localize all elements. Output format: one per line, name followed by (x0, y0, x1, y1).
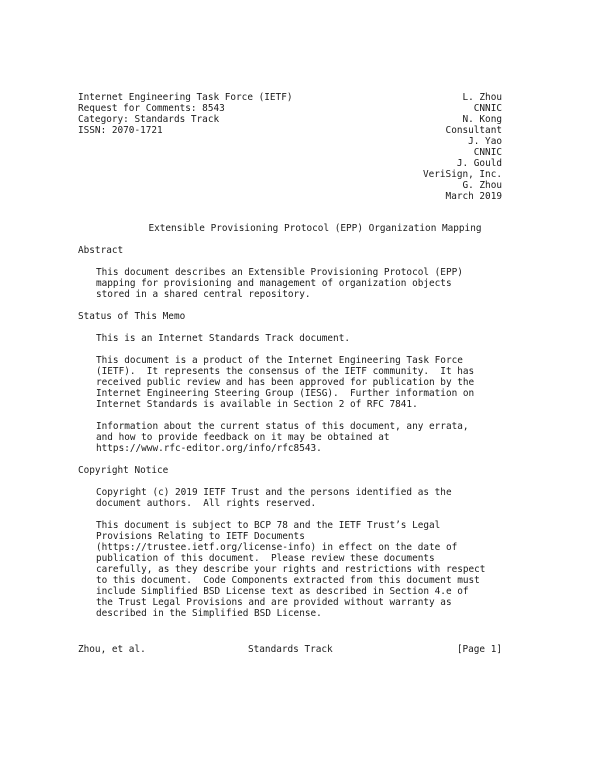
header-right-line: J. Gould (456, 158, 502, 169)
abstract-line: This document describes an Extensible Provisioning Protocol (EPP) (96, 267, 463, 278)
abstract-line: mapping for provisioning and management of organization objects (96, 278, 452, 289)
copyright-heading: Copyright Notice (78, 465, 169, 476)
status-p3-line: and how to provide feedback on it may be obtained at (96, 432, 390, 443)
header-right-line: VeriSign, Inc. (422, 169, 502, 180)
copyright-p2-line: carefully, as they describe your rights and restrictions with respect (96, 564, 486, 575)
status-p2-line: Internet Standards is available in Section 2 of RFC 7841. (96, 399, 418, 410)
header-left-line: Category: Standards Track (78, 114, 220, 125)
copyright-p2-line: include Simplified BSD License text as described in Section 4.e of (96, 586, 469, 597)
header-left-line: ISSN: 2070-1721 (78, 125, 163, 136)
copyright-p2-line: Provisions Relating to IETF Documents (96, 531, 305, 542)
header-right-line: CNNIC (473, 103, 502, 114)
copyright-p1-line: document authors. All rights reserved. (96, 498, 317, 509)
footer-authors: Zhou, et al. (78, 644, 146, 655)
header-right-line: CNNIC (473, 147, 502, 158)
copyright-p2-line: This document is subject to BCP 78 and the IETF Trust’s Legal (96, 520, 441, 531)
footer-category: Standards Track (248, 644, 333, 655)
status-p2-line: received public review and has been approved for publication by the (96, 377, 475, 388)
header-right-line: N. Kong (462, 114, 502, 125)
abstract-line: stored in a shared central repository. (96, 289, 311, 300)
header-right-line: L. Zhou (462, 92, 502, 103)
copyright-p2-line: (https://trustee.ietf.org/license-info) in effect on the date of (96, 542, 458, 553)
status-p2-line: (IETF). It represents the consensus of the IETF community. It has (96, 366, 475, 377)
copyright-p2-line: the Trust Legal Provisions and are provided without warranty as (96, 597, 452, 608)
status-p1-line: This is an Internet Standards Track document. (96, 333, 350, 344)
header-right-line: Consultant (445, 125, 502, 136)
status-p2-line: This document is a product of the Internet Engineering Task Force (96, 355, 463, 366)
copyright-p2-line: to this document. Code Components extracted from this document must (96, 575, 480, 586)
status-p3-line: https://www.rfc-editor.org/info/rfc8543. (96, 443, 322, 454)
status-heading: Status of This Memo (78, 311, 186, 322)
header-left-line: Internet Engineering Task Force (IETF) (78, 92, 293, 103)
status-p3-line: Information about the current status of this document, any errata, (96, 421, 469, 432)
header-right-line: G. Zhou (462, 180, 502, 191)
copyright-p2-line: publication of this document. Please review these documents (96, 553, 435, 564)
abstract-heading: Abstract (78, 245, 124, 256)
document-title: Extensible Provisioning Protocol (EPP) Organization Mapping (148, 223, 482, 234)
copyright-p1-line: Copyright (c) 2019 IETF Trust and the persons identified as the (96, 487, 452, 498)
header-right-line: March 2019 (445, 191, 502, 202)
copyright-p2-line: described in the Simplified BSD License. (96, 608, 322, 619)
header-left-line: Request for Comments: 8543 (78, 103, 225, 114)
header-right-line: J. Yao (468, 136, 502, 147)
footer-page-number: [Page 1] (456, 644, 502, 655)
status-p2-line: Internet Engineering Steering Group (IESG). Further information on (96, 388, 475, 399)
